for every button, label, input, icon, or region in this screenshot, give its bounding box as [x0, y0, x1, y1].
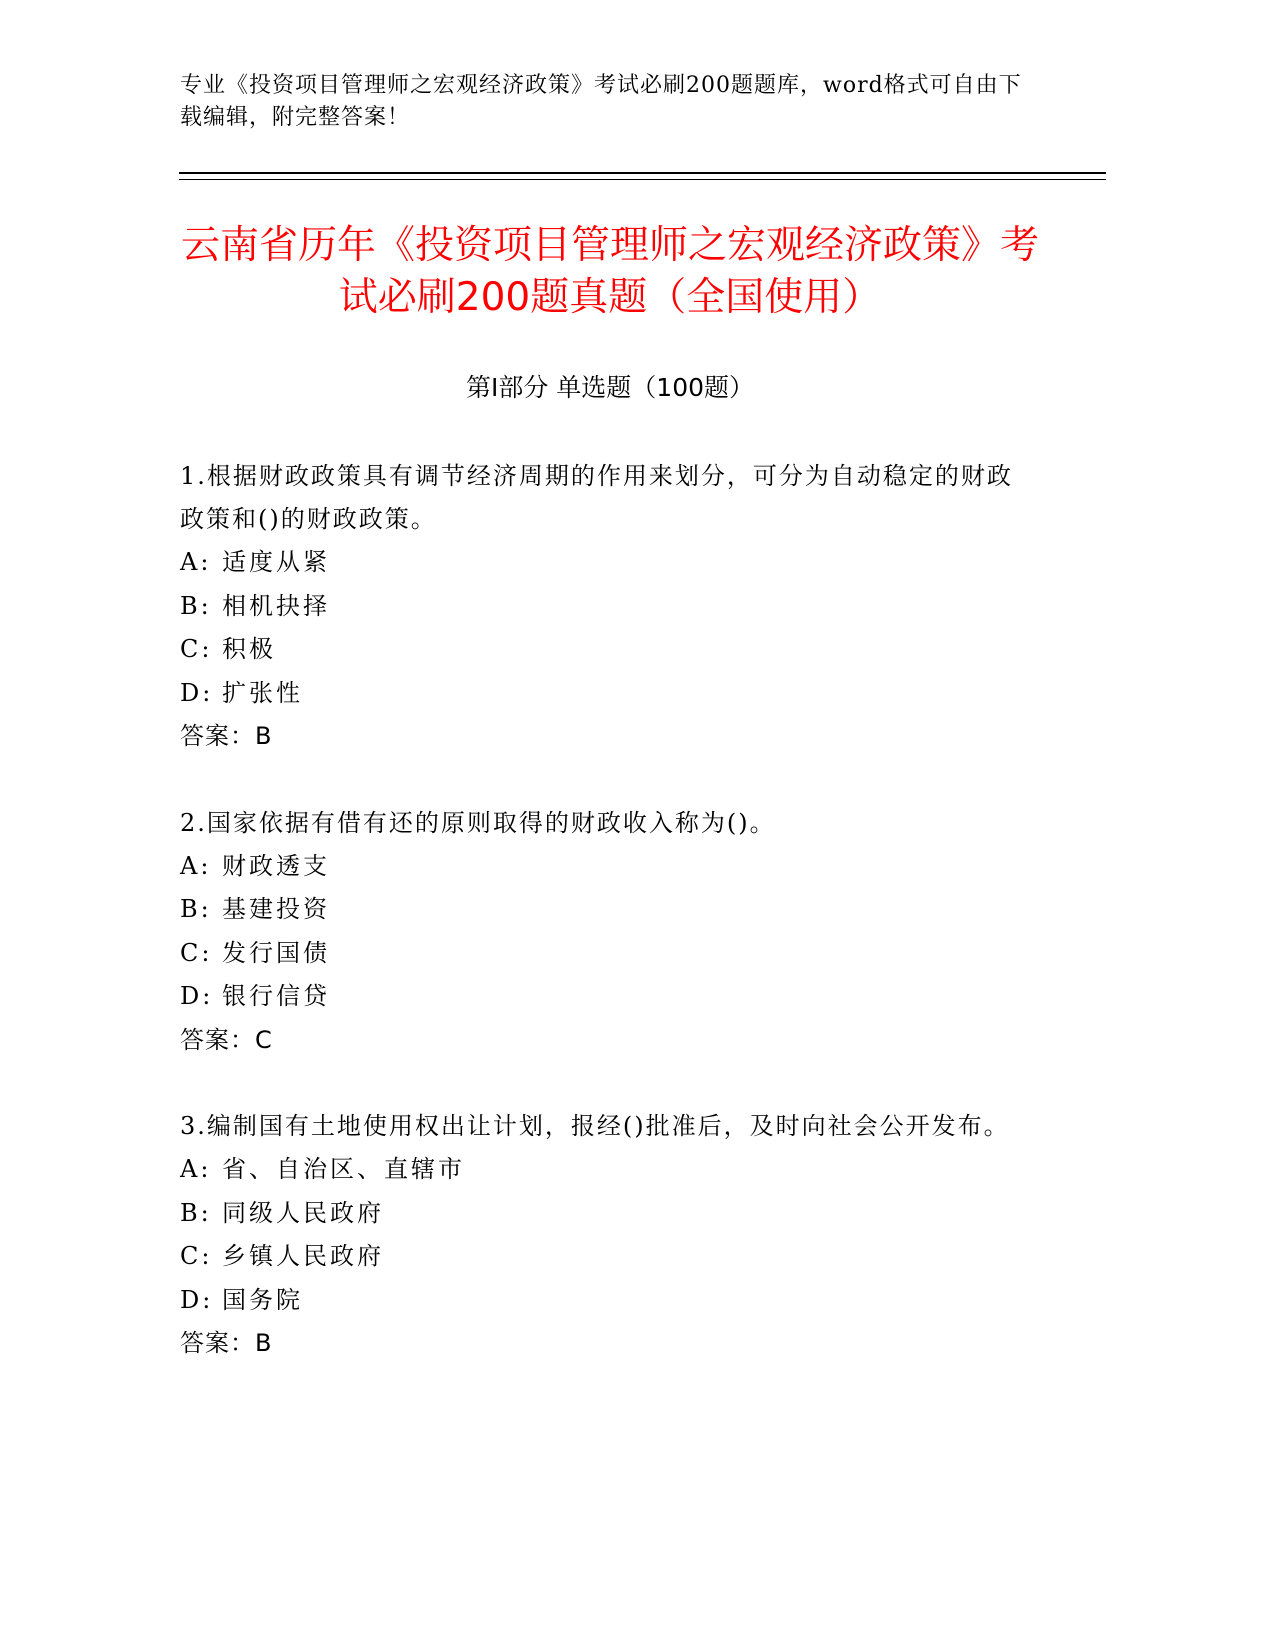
option-b	[180, 888, 1020, 932]
option-key: D:	[180, 678, 214, 707]
option-key: A:	[180, 1155, 212, 1183]
option-d	[180, 1279, 1020, 1323]
option-key: D:	[180, 982, 214, 1010]
option-text: 积极	[222, 635, 276, 663]
option-a	[180, 845, 1020, 889]
answer-line	[180, 1019, 1020, 1063]
document-title: 云南省历年《投资项目管理师之宏观经济政策》考试必刷200题真题（全国使用）	[180, 223, 1039, 320]
header-divider-thick	[179, 172, 1106, 174]
option-a	[180, 1148, 1020, 1192]
answer-value: B	[255, 722, 273, 750]
option-c	[180, 628, 1020, 672]
question-list	[180, 455, 1020, 1409]
option-a	[180, 541, 1020, 585]
option-key: C:	[180, 1242, 213, 1270]
option-key: B:	[180, 1198, 212, 1227]
answer-line	[180, 715, 1020, 759]
option-text: 同级人民政府	[222, 1198, 384, 1227]
option-key: A:	[180, 548, 212, 576]
option-text: 相机抉择	[222, 591, 330, 620]
answer-value: C	[255, 1025, 273, 1054]
option-text: 发行国债	[222, 938, 330, 967]
question-1	[180, 455, 1020, 759]
option-text: 国务院	[222, 1285, 303, 1314]
question-stem: 1.根据财政政策具有调节经济周期的作用来划分，可分为自动稳定的财政政策和()的财政政策。	[180, 462, 1013, 533]
option-text: 省、自治区、直辖市	[222, 1155, 465, 1183]
option-text: 财政透支	[222, 851, 330, 880]
option-b	[180, 585, 1020, 629]
option-d	[180, 975, 1020, 1019]
question-2	[180, 802, 1020, 1063]
option-c	[180, 932, 1020, 976]
option-key: D:	[180, 1285, 214, 1314]
option-d	[180, 672, 1020, 716]
option-key: C:	[180, 938, 213, 967]
option-key: C:	[180, 635, 213, 663]
option-text: 乡镇人民政府	[222, 1242, 384, 1270]
option-key: B:	[180, 591, 212, 620]
option-text: 扩张性	[222, 678, 303, 707]
option-text: 银行信贷	[222, 982, 330, 1010]
option-text: 适度从紧	[222, 548, 330, 576]
section-title: 第Ⅰ部分 单选题（100题）	[465, 373, 755, 402]
question-stem: 3.编制国有土地使用权出让计划，报经()批准后，及时向社会公开发布。	[180, 1112, 1010, 1140]
answer-label: 答案：	[180, 1025, 255, 1054]
option-b	[180, 1192, 1020, 1236]
header-divider-thin	[179, 179, 1106, 180]
option-c	[180, 1235, 1020, 1279]
answer-value: B	[255, 1329, 273, 1357]
option-key: B:	[180, 895, 212, 923]
answer-label: 答案：	[180, 1329, 255, 1357]
answer-label: 答案：	[180, 722, 255, 750]
option-text: 基建投资	[222, 895, 330, 923]
question-stem: 2.国家依据有借有还的原则取得的财政收入称为()。	[180, 808, 776, 837]
header-note: 专业《投资项目管理师之宏观经济政策》考试必刷200题题库，word格式可自由下载编辑，附完整答案！	[180, 73, 1022, 130]
option-key: A:	[180, 851, 212, 880]
question-3	[180, 1105, 1020, 1366]
answer-line	[180, 1322, 1020, 1366]
